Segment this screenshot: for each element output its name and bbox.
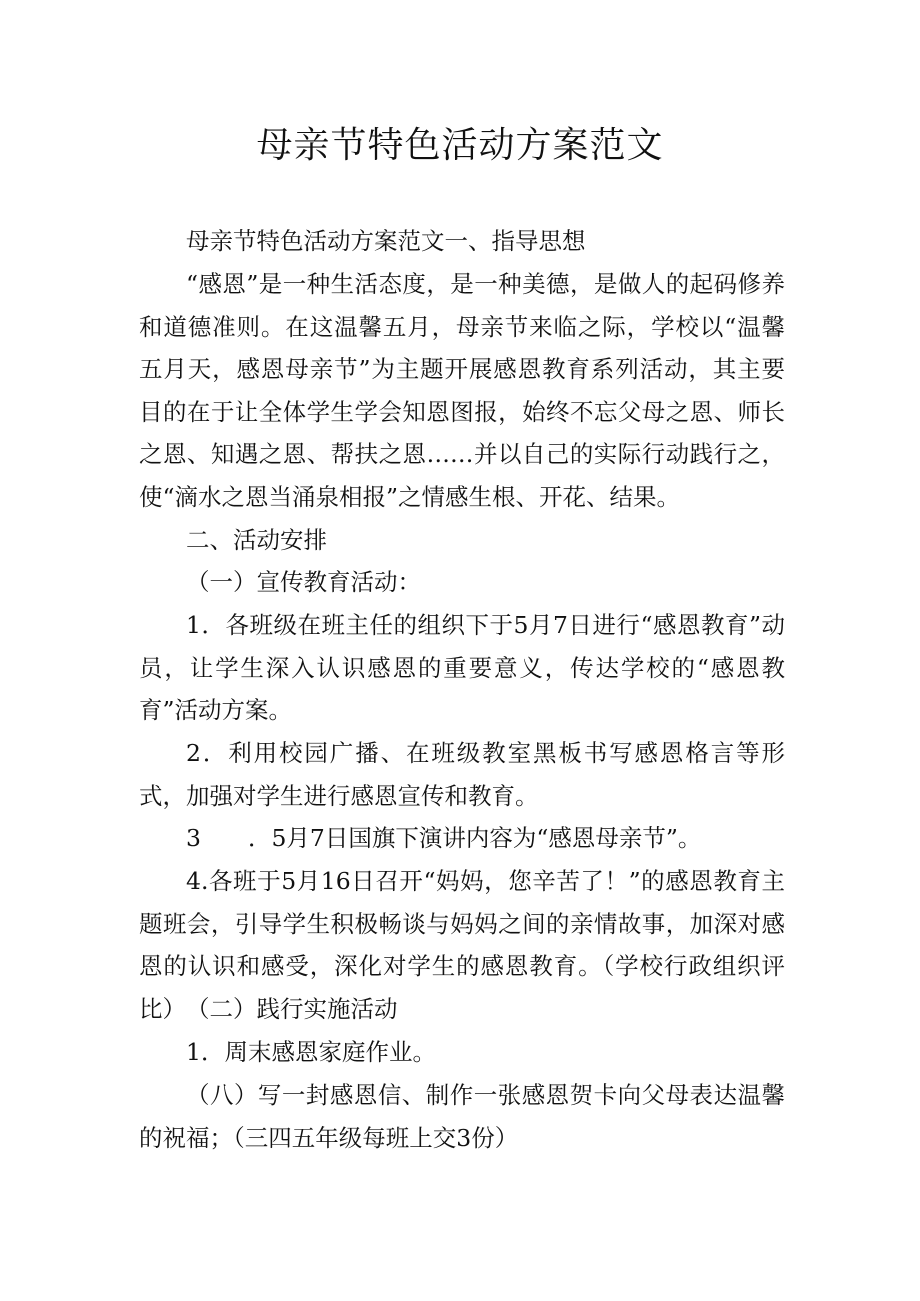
paragraph-publicity-heading: （一）宣传教育活动： [186, 568, 421, 596]
paragraph-practice-item-8: （八）写一封感恩信、制作一张感恩贺卡向父母表达温馨的祝福；（三四五年级每班上交3份） [139, 1081, 785, 1152]
paragraph-practice-item-1: 1．周末感恩家庭作业。 [186, 1038, 436, 1066]
paragraph-guiding-thought-body: “感恩”是一种生活态度，是一种美德，是做人的起码修养和道德准则。在这温馨五月，母亲节来临之际，学校以“温馨五月天，感恩母亲节”为主题开展感恩教育系列活动，其主要目的在于让全体学生学会知恩图报，始终不忘父母之恩、师长之恩、知遇之恩、帮扶之恩……并以自己的实际行动践行之，使“滴水之恩当涌泉相报”之情感生根、开花、结果。 [139, 270, 785, 511]
document-title: 母亲节特色活动方案范文 [256, 125, 664, 166]
paragraph-item-3: 3 ．5月7日国旗下演讲内容为“感恩母亲节”。 [186, 824, 702, 852]
paragraph-activity-arrangement-heading: 二、活动安排 [186, 526, 327, 554]
paragraph-guiding-thought-heading: 母亲节特色活动方案范文一、指导思想 [186, 227, 586, 255]
paragraph-item-1: 1．各班级在班主任的组织下于5月7日进行“感恩教育”动员，让学生深入认识感恩的重要意义，传达学校的“感恩教育”活动方案。 [139, 611, 785, 724]
paragraph-practice-heading: （二）践行实施活动 [186, 995, 398, 1023]
paragraph-item-4: 4.各班于5月16日召开“妈妈，您辛苦了！”的感恩教育主题班会，引导学生积极畅谈与妈妈之间的亲情故事，加深对感恩的认识和感受，深化对学生的感恩教育。（学校行政组织评比） [139, 867, 785, 1023]
paragraph-item-2: 2．利用校园广播、在班级教室黑板书写感恩格言等形式，加强对学生进行感恩宣传和教育。 [139, 739, 785, 810]
